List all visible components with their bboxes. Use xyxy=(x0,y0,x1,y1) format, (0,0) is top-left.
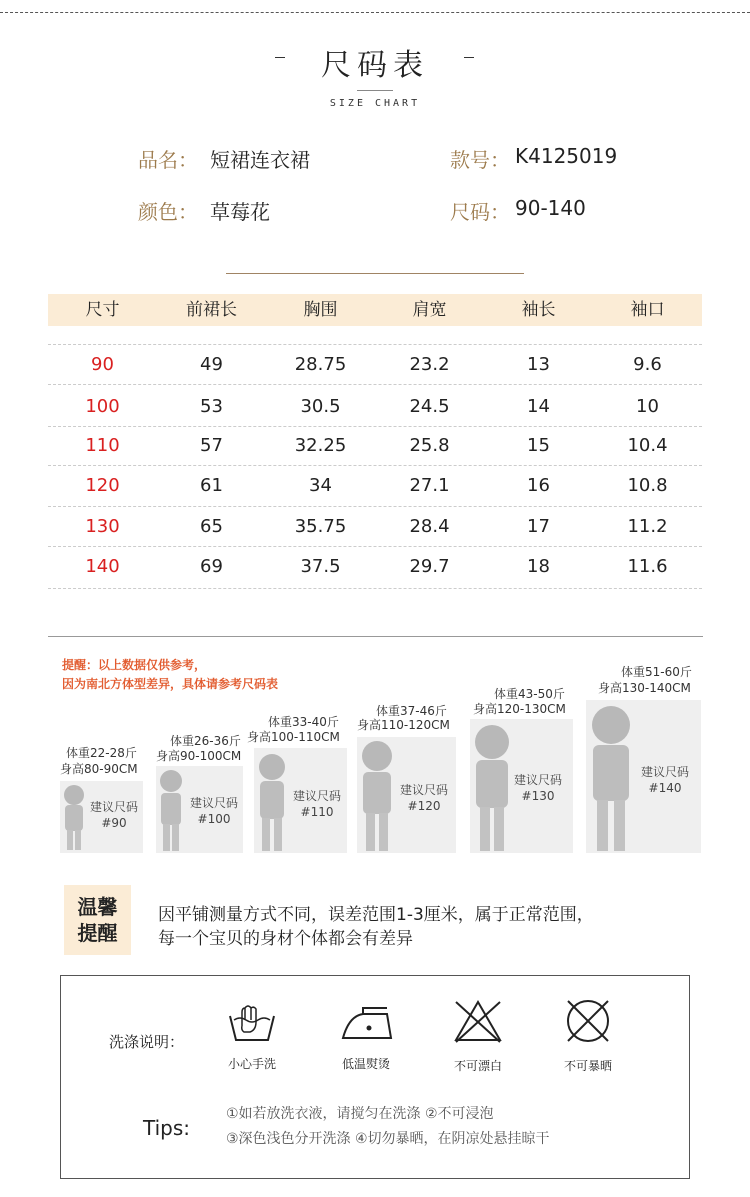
figure-suggest-size: #100 xyxy=(197,812,231,826)
table-cell: 10.8 xyxy=(627,475,668,496)
table-cell: 10.4 xyxy=(627,435,668,456)
child-silhouette-icon xyxy=(252,750,292,853)
row-divider xyxy=(48,588,702,589)
tips-line-2: ③深色浅色分开洗涤 ④切勿暴晒，在阴凉处悬挂晾干 xyxy=(226,1131,550,1147)
figure-height: 身高110-120CM xyxy=(357,718,450,732)
figure-suggest-label: 建议尺码 xyxy=(399,783,448,797)
table-cell: 30.5 xyxy=(300,396,341,417)
table-cell: 11.6 xyxy=(627,556,668,577)
table-cell: 11.2 xyxy=(627,516,668,537)
figure-weight: 体重37-46斤 xyxy=(376,704,447,718)
child-silhouette-icon xyxy=(154,766,188,853)
figure-suggest-label: 建议尺码 xyxy=(513,773,562,787)
section-divider xyxy=(48,636,703,637)
table-cell: 15 xyxy=(527,435,550,456)
figure-weight: 体重43-50斤 xyxy=(494,687,565,701)
warm-reminder-text-2: 每一个宝贝的身材个体都会有差异 xyxy=(158,929,413,949)
tips-line-1: ①如若放洗衣液，请搅匀在洗涤 ②不可浸泡 xyxy=(226,1106,494,1122)
table-cell: 34 xyxy=(309,475,332,496)
notice-line-2: 因为南北方体型差异，具体请参考尺码表 xyxy=(62,677,279,691)
table-cell: 69 xyxy=(200,556,223,577)
table-cell: 10 xyxy=(636,396,659,417)
top-dashed-divider xyxy=(0,12,750,13)
table-row xyxy=(48,350,702,380)
table-row xyxy=(48,392,702,422)
figure-height: 身高90-100CM xyxy=(156,749,242,763)
figure-weight: 体重22-28斤 xyxy=(66,746,137,760)
table-cell: 24.5 xyxy=(409,396,450,417)
table-cell: 9.6 xyxy=(633,354,662,375)
no-bleach-caption: 不可漂白 xyxy=(453,1059,502,1073)
figure-height: 身高120-130CM xyxy=(473,702,566,716)
table-cell: 13 xyxy=(527,354,550,375)
table-row xyxy=(48,471,702,501)
table-header-cell: 袖口 xyxy=(630,300,665,320)
table-header-cell: 前裙长 xyxy=(186,300,237,320)
table-cell: 28.75 xyxy=(294,354,347,375)
table-header-cell: 肩宽 xyxy=(412,300,447,320)
row-divider xyxy=(48,426,702,427)
size-range-value: 90-140 xyxy=(515,196,586,220)
child-silhouette-icon xyxy=(584,702,638,853)
warm-tag-line-1: 温馨 xyxy=(77,895,118,919)
figure-suggest-label: 建议尺码 xyxy=(189,796,238,810)
size-table-header xyxy=(48,294,702,326)
warm-reminder-text-1: 因平铺测量方式不同，误差范围1-3厘米，属于正常范围， xyxy=(158,905,594,925)
figure-weight: 体重51-60斤 xyxy=(621,665,692,679)
table-cell-size: 100 xyxy=(85,396,120,417)
hand-wash-icon xyxy=(226,1000,278,1044)
figure-height: 身高130-140CM xyxy=(598,681,691,695)
figure-suggest-size: #120 xyxy=(407,799,441,813)
figure-weight: 体重26-36斤 xyxy=(170,734,241,748)
table-row xyxy=(48,552,702,582)
page-title: 尺码表 xyxy=(321,48,429,83)
table-cell-size: 140 xyxy=(85,556,120,577)
figure-suggest-size: #140 xyxy=(648,781,682,795)
table-cell: 23.2 xyxy=(409,354,450,375)
table-cell: 61 xyxy=(200,475,223,496)
table-row xyxy=(48,431,702,461)
product-name-label: 品名： xyxy=(138,148,198,172)
title-right-dash xyxy=(464,57,474,58)
table-cell: 14 xyxy=(527,396,550,417)
row-divider xyxy=(48,344,702,345)
figure-suggest-size: #130 xyxy=(521,789,555,803)
table-cell: 53 xyxy=(200,396,223,417)
iron-low-caption: 低温熨烫 xyxy=(341,1057,390,1071)
table-row xyxy=(48,512,702,542)
tips-label: Tips: xyxy=(143,1116,191,1140)
figure-height: 身高80-90CM xyxy=(60,762,138,776)
table-cell: 57 xyxy=(200,435,223,456)
row-divider xyxy=(48,506,702,507)
care-label: 洗涤说明： xyxy=(109,1033,185,1051)
warm-tag-line-2: 提醒 xyxy=(77,921,118,945)
notice-line-1: 提醒：以上数据仅供参考， xyxy=(62,658,207,672)
size-range-label: 尺码： xyxy=(450,200,510,224)
table-cell: 16 xyxy=(527,475,550,496)
color-label: 颜色： xyxy=(138,200,198,224)
figure-height: 身高100-110CM xyxy=(247,730,340,744)
table-cell: 37.5 xyxy=(300,556,341,577)
table-cell: 32.25 xyxy=(294,435,347,456)
figure-suggest-label: 建议尺码 xyxy=(640,765,689,779)
table-cell: 35.75 xyxy=(294,516,347,537)
table-cell-size: 130 xyxy=(85,516,120,537)
product-name-value: 短裙连衣裙 xyxy=(210,148,310,172)
table-cell-size: 110 xyxy=(85,435,120,456)
iron-low-icon xyxy=(339,1004,395,1044)
table-cell: 65 xyxy=(200,516,223,537)
table-cell: 49 xyxy=(200,354,223,375)
no-bleach-icon xyxy=(452,998,504,1044)
info-divider xyxy=(226,273,524,274)
hand-wash-caption: 小心手洗 xyxy=(227,1057,276,1071)
subtitle-divider xyxy=(357,90,393,91)
figure-suggest-size: #110 xyxy=(300,805,334,819)
table-header-cell: 尺寸 xyxy=(85,300,120,320)
warm-reminder-tag xyxy=(64,885,131,955)
table-cell-size: 90 xyxy=(91,354,114,375)
table-cell: 25.8 xyxy=(409,435,450,456)
color-value: 草莓花 xyxy=(210,200,270,224)
table-cell-size: 120 xyxy=(85,475,120,496)
figure-weight: 体重33-40斤 xyxy=(268,715,339,729)
table-cell: 17 xyxy=(527,516,550,537)
table-header-cell: 袖长 xyxy=(521,300,556,320)
table-cell: 18 xyxy=(527,556,550,577)
no-tumble-dry-icon xyxy=(562,995,614,1047)
table-cell: 28.4 xyxy=(409,516,450,537)
no-tumble-dry-caption: 不可暴晒 xyxy=(563,1059,612,1073)
row-divider xyxy=(48,546,702,547)
figure-suggest-size: #90 xyxy=(101,816,127,830)
page-subtitle: SIZE CHART xyxy=(329,98,421,109)
figure-suggest-label: 建议尺码 xyxy=(89,800,138,814)
table-cell: 27.1 xyxy=(409,475,450,496)
table-cell: 29.7 xyxy=(409,556,450,577)
style-number-label: 款号： xyxy=(450,148,510,172)
figure-suggest-label: 建议尺码 xyxy=(292,789,341,803)
row-divider xyxy=(48,465,702,466)
row-divider xyxy=(48,384,702,385)
style-number-value: K4125019 xyxy=(515,144,618,168)
table-header-cell: 胸围 xyxy=(303,300,338,320)
